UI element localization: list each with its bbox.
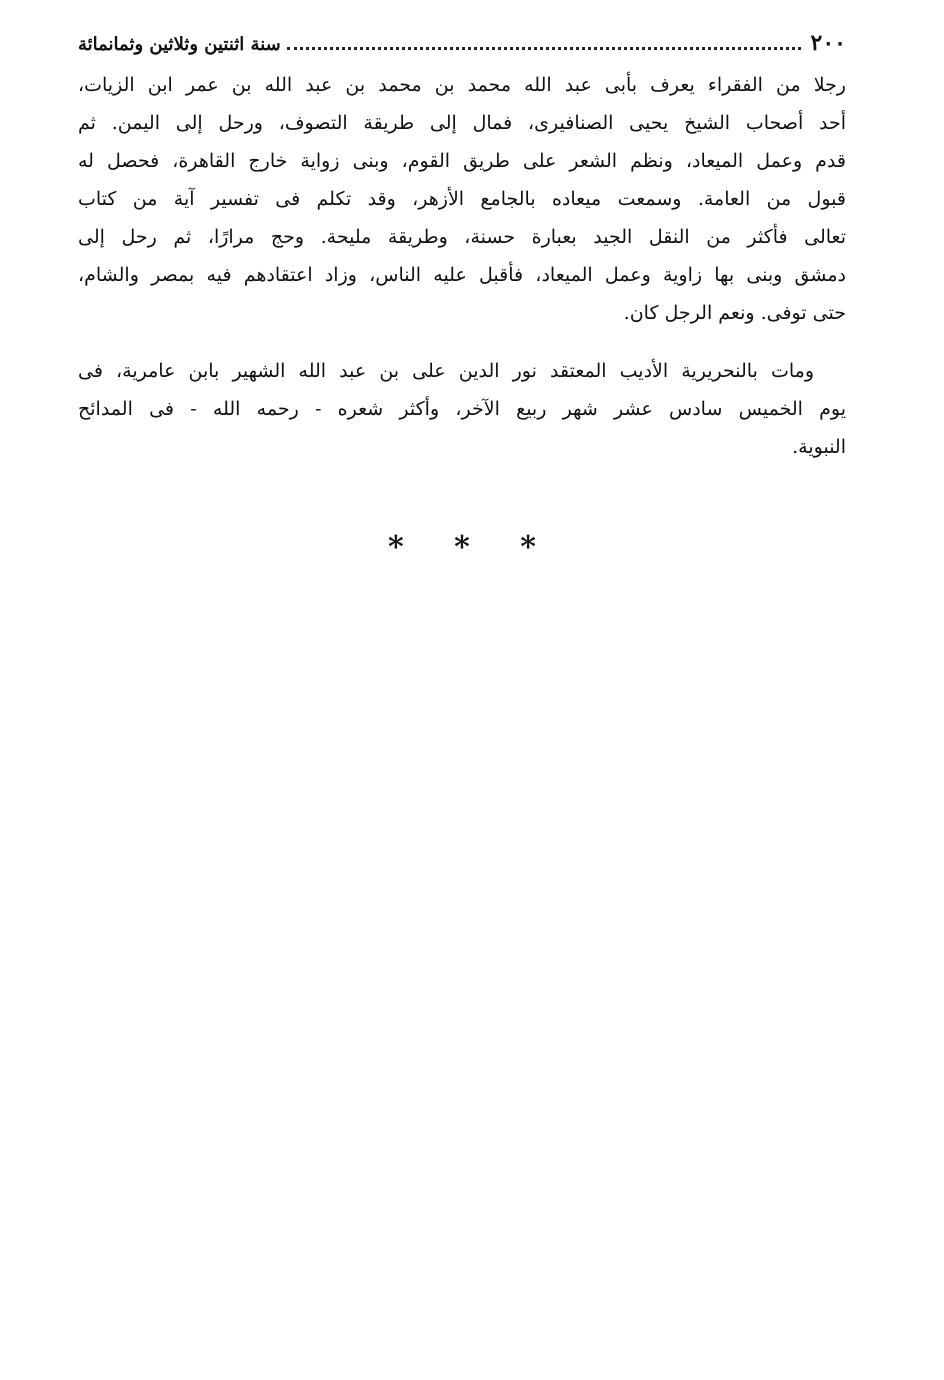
book-page	[78, 30, 846, 466]
section-divider-asterisks: * * *	[388, 530, 556, 565]
text-line: قبول من العامة. وسمعت ميعاده بالجامع الأزهر، وقد تكلم فى تفسير آية من كتاب	[78, 188, 846, 210]
dotted-leader	[287, 47, 801, 50]
running-head: سنة اثنتين وثلاثين وثمانمائة	[78, 34, 281, 55]
text-line: يوم الخميس سادس عشر شهر ربيع الآخر، وأكثر شعره - رحمه الله - فى المدائح	[78, 398, 846, 420]
text-line: ومات بالنحريرية الأديب المعتقد نور الدين على بن عبد الله الشهير بابن عامرية، فى	[78, 360, 814, 382]
body-text	[78, 66, 846, 466]
text-line: حتى توفى. ونعم الرجل كان.	[623, 302, 846, 324]
paragraph-spacer	[78, 332, 846, 352]
text-line: أحد أصحاب الشيخ يحيى الصنافيرى، فمال إلى طريقة التصوف، ورحل إلى اليمن. ثم	[78, 112, 846, 134]
text-line: النبوية.	[792, 436, 846, 458]
paragraph-2	[78, 352, 846, 466]
text-line: رجلا من الفقراء يعرف بأبى عبد الله محمد بن محمد بن عبد الله بن عمر ابن الزيات،	[78, 74, 846, 96]
text-line: قدم وعمل الميعاد، ونظم الشعر على طريق القوم، وبنى زواية خارج القاهرة، فحصل له	[78, 150, 846, 172]
page-number: ٢٠٠	[810, 30, 846, 56]
paragraph-1	[78, 66, 846, 332]
text-line: تعالى فأكثر من النقل الجيد بعبارة حسنة، وطريقة مليحة. وحج مرارًا، ثم رحل إلى	[78, 226, 846, 248]
text-line: دمشق وبنى بها زاوية وعمل الميعاد، فأقبل عليه الناس، وزاد اعتقادهم فيه بمصر والشام،	[78, 264, 846, 286]
page-header	[78, 30, 846, 64]
